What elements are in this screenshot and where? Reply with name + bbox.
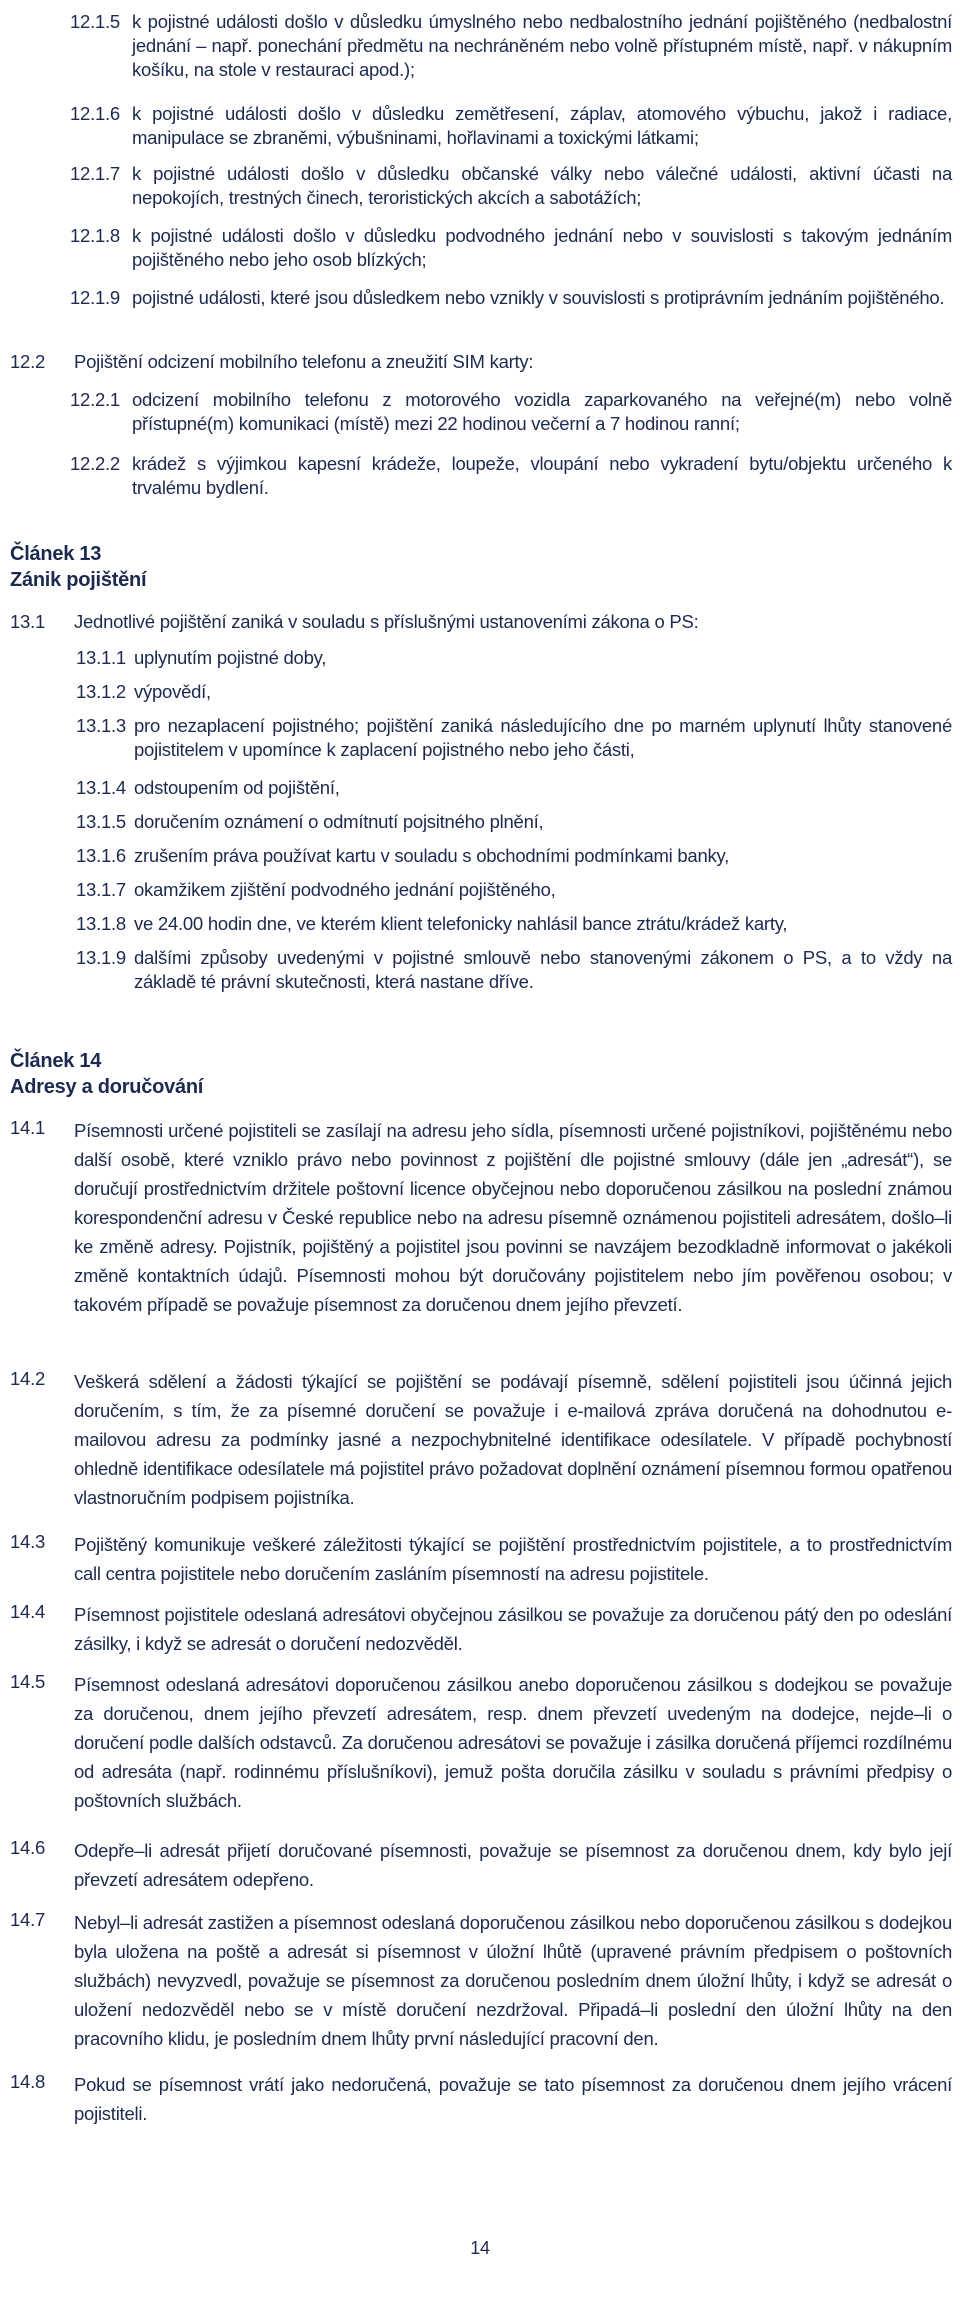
clause-number: 13.1.3 — [76, 715, 126, 736]
page-number: 14 — [470, 2238, 490, 2258]
clause-text: krádež s výjimkou kapesní krádeže, loupeže, vloupání nebo vykradení bytu/objektu určeného k trvalému bydlení. — [132, 453, 952, 498]
clause-13-1-6 — [76, 844, 952, 868]
clause-number: 12.1.9 — [70, 287, 120, 308]
clause-text: Písemnost odeslaná adresátovi doporučenou zásilkou anebo doporučenou zásilkou s dodejkou se považuje za doručenou, dnem jejího převzetí adresátem, resp. dnem převzetí uvedeným na dodejce, nejde–li o doručení podle dalších odstavců. Za doručenou adresátovi se považuje i zásilka doručená příjemci rozdílnému od adresáta (např. rodinnému příslušníkovi), jemuž pošta doručila zásilku v souladu s právními předpisy o poštovních službách. — [74, 1674, 952, 1811]
clause-number: 14.3 — [10, 1531, 46, 1552]
clause-text: doručením oznámení o odmítnutí pojsitného plnění, — [134, 811, 544, 832]
clause-12-1-9 — [70, 286, 952, 310]
article-13-heading — [10, 541, 146, 593]
clause-text: uplynutím pojistné doby, — [134, 647, 327, 668]
clause-text: Veškerá sdělení a žádosti týkající se pojištění se podávají písemně, sdělení pojistiteli jsou účinná jejich doručením, s tím, že za písemné doručení se považuje i e-mailová zpráva doručená na dohodnutou e-mailovou adresu za podmínky jasné a nezpochybnitelné identifikace odesílatele. V případě pochybností ohledně identifikace odesílatele má pojistitel právo požadovat doplnění oznámení písemnou formou opatřenou vlastnoručním podpisem pojistníka. — [74, 1371, 952, 1508]
clause-number: 12.1.8 — [70, 225, 120, 246]
clause-13-1-4 — [76, 776, 952, 800]
article-title: Zánik pojištění — [10, 569, 147, 591]
clause-14-2 — [10, 1367, 952, 1512]
clause-number: 13.1.1 — [76, 647, 126, 668]
clause-number: 13.1.9 — [76, 947, 126, 968]
clause-number: 12.1.7 — [70, 163, 120, 184]
clause-text: odcizení mobilního telefonu z motorového vozidla zaparkovaného na veřejné(m) nebo volně přístupné(m) komunikaci (místě) mezi 22 hodinou večerní a 7 hodinou ranní; — [132, 389, 952, 434]
clause-text: Pojištěný komunikuje veškeré záležitosti týkající se pojištění prostřednictvím pojistitele, a to prostřednictvím call centra pojistitele nebo doručením zasláním písemností na adresu pojistitele. — [74, 1534, 952, 1584]
clause-12-1-8 — [70, 224, 952, 272]
article-title: Adresy a doručování — [10, 1076, 204, 1098]
clause-12-1-5 — [70, 10, 952, 82]
clause-12-2-1 — [70, 388, 952, 436]
clause-text: Odepře–li adresát přijetí doručované písemnosti, považuje se písemnost za doručenou dnem, kdy bylo její převzetí adresátem odepřeno. — [74, 1840, 952, 1890]
clause-number: 14.7 — [10, 1909, 46, 1930]
clause-text: pojistné události, které jsou důsledkem nebo vznikly v souvislosti s protiprávním jednáním pojištěného. — [132, 287, 945, 308]
clause-14-8 — [10, 2070, 952, 2128]
clause-text: ve 24.00 hodin dne, ve kterém klient telefonicky nahlásil bance ztrátu/krádež karty, — [134, 913, 788, 934]
clause-text: Pojištění odcizení mobilního telefonu a zneužití SIM karty: — [74, 351, 534, 372]
clause-text: Nebyl–li adresát zastižen a písemnost odeslaná doporučenou zásilkou nebo doporučenou zásilkou s dodejkou byla uložena na poště a adresát si písemnost v úložní lhůtě (upravené právním předpisem o poštovních službách) nevyzvedl, považuje se písemnost za doručenou posledním dnem úložní lhůty, i když se adresát o uložení nedozvěděl nebo se v místě doručení nezdržoval. Připadá–li poslední den úložní lhůty na den pracovního klidu, je posledním dnem lhůty první následující pracovní den. — [74, 1912, 952, 2049]
clause-text: Písemnosti určené pojistiteli se zasílají na adresu jeho sídla, písemnosti určené pojistníkovi, pojištěnému nebo další osobě, které vzniklo právo nebo povinnost z pojištění dle pojistné smlouvy (dále jen „adresát“), se doručují prostřednictvím držitele poštovní licence obyčejnou nebo doporučenou zásilkou na poslední známou korespondenční adresu v České republice nebo na adresu písemně oznámenou pojistiteli adresátem, došlo–li ke změně adresy. Pojistník, pojištěný a pojistitel jsou povinni se navzájem bezodkladně informovat o jakékoli změně kontaktních údajů. Písemnosti mohou být doručovány pojistitelem nebo jím pověřenou osobou; v takovém případě se považuje písemnost za doručenou dnem jejího převzetí. — [74, 1120, 952, 1315]
clause-number: 14.1 — [10, 1117, 46, 1138]
clause-number: 13.1.2 — [76, 681, 126, 702]
clause-text: okamžikem zjištění podvodného jednání pojištěného, — [134, 879, 556, 900]
clause-number: 14.5 — [10, 1671, 46, 1692]
clause-14-3 — [10, 1530, 952, 1588]
clause-number: 14.8 — [10, 2071, 46, 2092]
clause-13-1-2 — [76, 680, 952, 704]
article-number: Článek 13 — [10, 543, 102, 565]
clause-text: k pojistné události došlo v důsledku občanské války nebo válečné události, aktivní účasti na nepokojích, trestných činech, teroristických akcích a sabotážích; — [132, 163, 952, 208]
clause-number: 13.1 — [10, 611, 46, 632]
clause-number: 12.2.1 — [70, 389, 120, 410]
clause-12-2-2 — [70, 452, 952, 500]
clause-13-1-7 — [76, 878, 952, 902]
article-number: Článek 14 — [10, 1050, 102, 1072]
clause-14-4 — [10, 1600, 952, 1658]
clause-number: 12.2 — [10, 351, 46, 372]
clause-13-1 — [10, 610, 952, 634]
clause-number: 12.1.5 — [70, 11, 120, 32]
clause-number: 13.1.7 — [76, 879, 126, 900]
clause-text: k pojistné události došlo v důsledku zemětřesení, záplav, atomového výbuchu, jakož i radiace, manipulace se zbraněmi, výbušninami, hořlavinami a toxickými látkami; — [132, 103, 952, 148]
clause-14-1 — [10, 1116, 952, 1319]
clause-12-1-7 — [70, 162, 952, 210]
clause-14-5 — [10, 1670, 952, 1815]
article-14-heading — [10, 1048, 203, 1100]
clause-text: výpovědí, — [134, 681, 211, 702]
clause-14-7 — [10, 1908, 952, 2053]
clause-13-1-3 — [76, 714, 952, 762]
clause-text: Jednotlivé pojištění zaniká v souladu s příslušnými ustanoveními zákona o PS: — [74, 611, 699, 632]
clause-number: 14.4 — [10, 1601, 46, 1622]
clause-13-1-5 — [76, 810, 952, 834]
clause-text: dalšími způsoby uvedenými v pojistné smlouvě nebo stanovenými zákonem o PS, a to vždy na základě té právní skutečnosti, která nastane dříve. — [134, 947, 952, 992]
clause-14-6 — [10, 1836, 952, 1894]
clause-text: Písemnost pojistitele odeslaná adresátovi obyčejnou zásilkou se považuje za doručenou pátý den po odeslání zásilky, i když se adresát o doručení nedozvěděl. — [74, 1604, 952, 1654]
clause-text: zrušením práva používat kartu v souladu s obchodními podmínkami banky, — [134, 845, 730, 866]
clause-12-2 — [10, 350, 952, 374]
clause-text: Pokud se písemnost vrátí jako nedoručená, považuje se tato písemnost za doručenou dnem jejího vrácení pojistiteli. — [74, 2074, 952, 2124]
clause-number: 12.2.2 — [70, 453, 120, 474]
clause-number: 13.1.4 — [76, 777, 126, 798]
clause-13-1-8 — [76, 912, 952, 936]
clause-number: 14.2 — [10, 1368, 46, 1389]
clause-text: k pojistné události došlo v důsledku úmyslného nebo nedbalostního jednání pojištěného (nedbalostní jednání – např. ponechání předmětu na nechráněném nebo volně přístupném místě, např. v nákupním košíku, na stole v restauraci apod.); — [132, 11, 952, 80]
clause-12-1-6 — [70, 102, 952, 150]
clause-text: k pojistné události došlo v důsledku podvodného jednání nebo v souvislosti s takovým jednáním pojištěného nebo jeho osob blízkých; — [132, 225, 952, 270]
clause-number: 12.1.6 — [70, 103, 120, 124]
clause-number: 13.1.8 — [76, 913, 126, 934]
clause-number: 13.1.6 — [76, 845, 126, 866]
clause-number: 14.6 — [10, 1837, 46, 1858]
clause-13-1-9 — [76, 946, 952, 994]
clause-text: odstoupením od pojištění, — [134, 777, 340, 798]
clause-13-1-1 — [76, 646, 952, 670]
clause-number: 13.1.5 — [76, 811, 126, 832]
clause-text: pro nezaplacení pojistného; pojištění zaniká následujícího dne po marném uplynutí lhůty stanovené pojistitelem v upomínce k zaplacení pojistného nebo jeho části, — [134, 715, 952, 760]
